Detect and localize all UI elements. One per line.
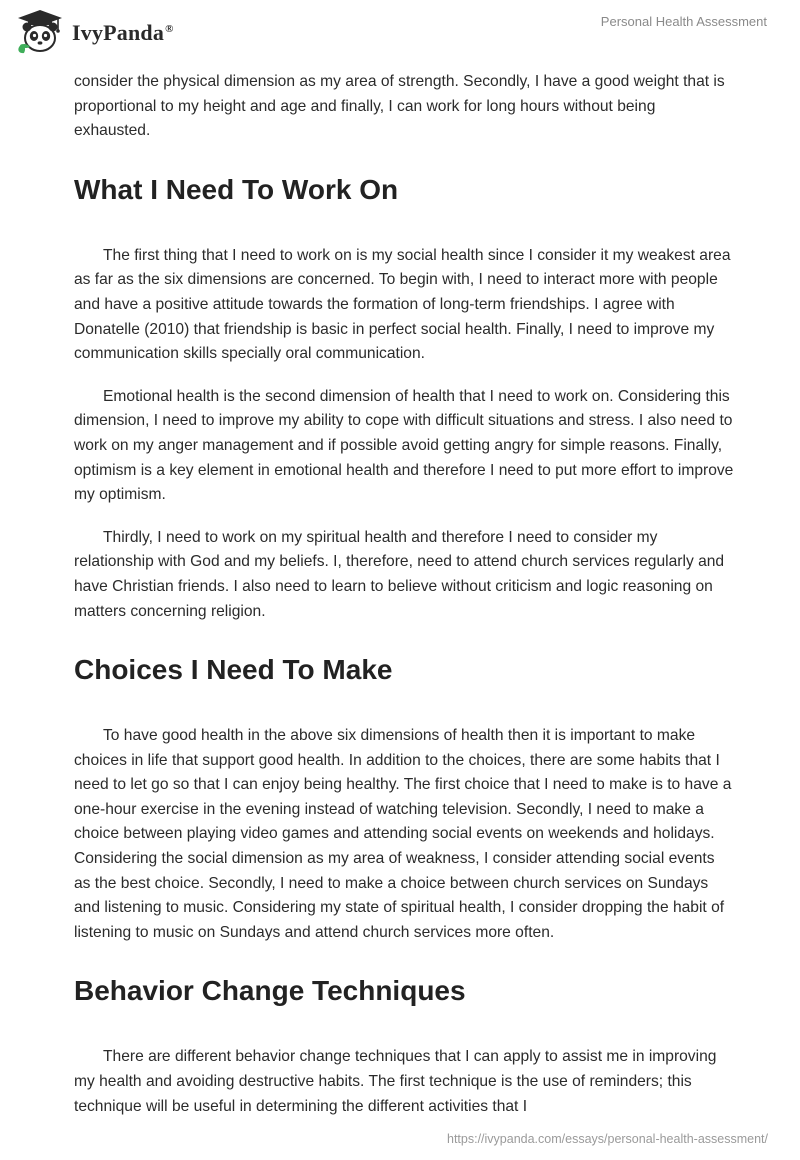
- paragraph: Emotional health is the second dimension of health that I need to work on. Considering this dimension, I need to improve my ability to cope with difficult situations and stress. I also need to work on my anger management and if possible avoid getting angry for simple reasons. Finally, optimism is a key element in emotional health and therefore I need to put more effort to improve my optimism.: [74, 387, 734, 504]
- paragraph: To have good health in the above six dimensions of health then it is important to make choices in life that support good health. In addition to the choices, there are some habits that I need to let go so that I can enjoy being healthy. The first choice that I need to make is to have a one-hour exercise in the evening instead of watching television. Secondly, I need to make a choice between playing video games and attending social events on weekends and holidays. Considering the social dimension as my area of weakness, I consider attending social events as the best choice. Secondly, I need to make a choice between church services on Sundays and listening to music. Considering my state of spiritual health, I consider dropping the habit of listening to music on Sundays and attend church services more often.: [74, 727, 732, 941]
- paragraph: The first thing that I need to work on is my social health since I consider it my weakest area as far as the six dimensions are concerned. To begin with, I need to interact more with people and have a positive attitude towards the formation of long-term friendships. I agree with Donatelle (2010) that friendship is basic in perfect social health. Finally, I need to improve my communication skills specially oral communication.: [74, 246, 731, 363]
- section-heading: Behavior Change Techniques: [74, 975, 466, 1007]
- page-header: [0, 0, 800, 70]
- source-url[interactable]: https://ivypanda.com/essays/personal-health-assessment/: [447, 1132, 768, 1146]
- intro-paragraph: consider the physical dimension as my area of strength. Secondly, I have a good weight that is proportional to my height and age and finally, I can work for long hours without being exhausted.: [74, 73, 725, 140]
- paragraph: Thirdly, I need to work on my spiritual health and therefore I need to consider my relationship with God and my beliefs. I, therefore, need to attend church services regularly and have Christian friends. I also need to learn to believe without criticism and logic reasoning on matters concerning religion.: [74, 528, 725, 620]
- essay-body: [74, 70, 734, 1137]
- ivypanda-logo[interactable]: [14, 8, 174, 54]
- document-title: Personal Health Assessment: [600, 14, 767, 29]
- brand-name: IvyPanda®: [72, 20, 174, 45]
- paragraph: There are different behavior change techniques that I can apply to assist me in improving my health and avoiding destructive habits. The first technique is the use of reminders; this technique will be useful in determining the different activities that I: [74, 1048, 717, 1115]
- section-heading: What I Need To Work On: [74, 173, 399, 205]
- section-heading: Choices I Need To Make: [74, 654, 393, 686]
- panda-graduate-icon: [14, 8, 66, 54]
